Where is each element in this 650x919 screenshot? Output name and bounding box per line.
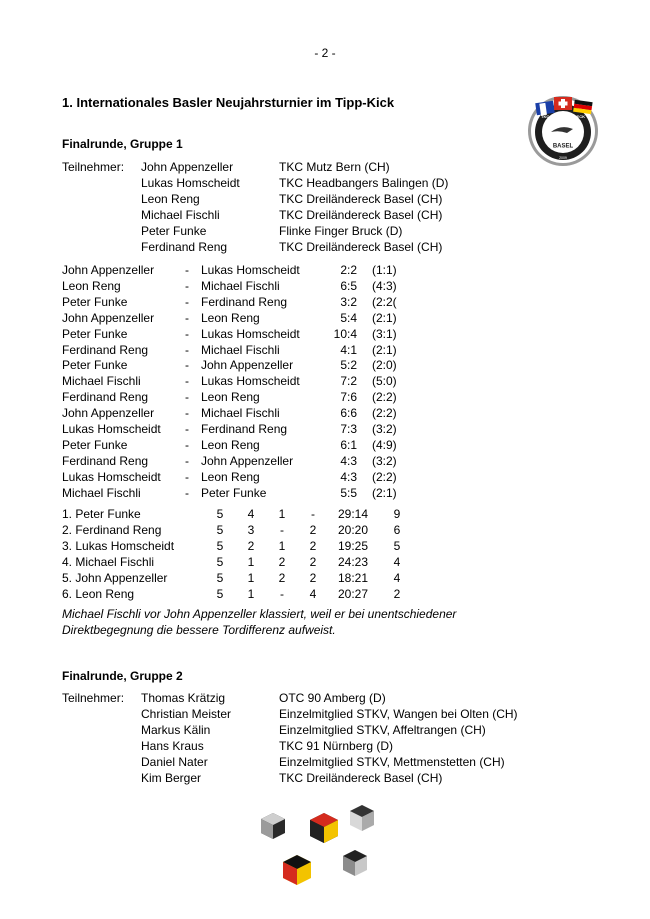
match-away-player: Leon Reng [201, 437, 260, 452]
match-halftime: (3:2) [372, 422, 397, 436]
match-away-player: Ferdinand Reng [201, 294, 288, 309]
match-score: 5:2 [340, 358, 357, 373]
match-halftime: (2:2) [372, 469, 397, 484]
match-home-player: John Appenzeller [62, 310, 155, 325]
match-score: 6:6 [340, 406, 357, 421]
participant-name: Michael Fischli [141, 208, 220, 222]
match-away-player: Ferdinand Reng [201, 422, 288, 436]
page-number: - 2 - [314, 46, 336, 60]
match-separator: - [185, 263, 189, 277]
standing-goals: 20:20 [337, 523, 368, 537]
participant-club: Einzelmitglied STKV, Wangen bei Olten (CH) [279, 707, 518, 721]
match-home-player: Peter Funke [62, 358, 128, 373]
group2-heading: Finalrunde, Gruppe 2 [62, 669, 183, 683]
standing-sp: 5 [216, 571, 224, 585]
participant-name: Christian Meister [141, 707, 232, 721]
match-away-player: Leon Reng [201, 469, 260, 484]
standing-pts: 5 [393, 539, 401, 553]
match-separator: - [185, 358, 189, 373]
match-home-player: Michael Fischli [62, 374, 141, 389]
standing-goals: 19:25 [337, 539, 368, 553]
match-separator: - [185, 342, 189, 357]
match-score: 4:1 [340, 342, 357, 357]
match-halftime: (2:2) [372, 406, 397, 421]
match-away-player: Leon Reng [201, 390, 260, 405]
standing-pts: 6 [393, 523, 401, 537]
standing-rank-name: 6. Leon Reng [62, 587, 135, 601]
participant-club: TKC Headbangers Balingen (D) [279, 176, 449, 190]
standing-w: 1 [247, 555, 255, 569]
match-halftime: (2:1) [372, 310, 397, 325]
standing-d: 1 [278, 507, 286, 521]
match-away-player: Michael Fischli [201, 278, 280, 293]
participant-club: TKC Dreiländereck Basel (CH) [279, 208, 443, 222]
match-home-player: Ferdinand Reng [62, 342, 149, 357]
match-score: 6:5 [340, 278, 357, 293]
match-home-player: Lukas Homscheidt [62, 422, 161, 436]
match-halftime: (1:1) [372, 263, 397, 277]
match-separator: - [185, 278, 189, 293]
standing-rank-name: 1. Peter Funke [62, 507, 141, 521]
match-score: 4:3 [340, 469, 357, 484]
match-away-player: Lukas Homscheidt [201, 326, 300, 341]
match-separator: - [185, 453, 189, 468]
standing-sp: 5 [216, 539, 224, 553]
standing-d: - [280, 587, 284, 601]
match-score: 6:1 [340, 437, 357, 452]
participant-name: Hans Kraus [141, 739, 204, 753]
standing-sp: 5 [216, 523, 224, 537]
standing-sp: 5 [216, 507, 224, 521]
match-score: 10:4 [333, 326, 357, 341]
standing-l: 2 [309, 555, 317, 569]
match-away-player: John Appenzeller [201, 358, 294, 373]
standing-goals: 24:23 [337, 555, 368, 569]
match-home-player: Peter Funke [62, 437, 128, 452]
logo-city-text: BASEL [552, 143, 574, 150]
standing-rank-name: 4. Michael Fischli [62, 555, 155, 569]
match-score: 7:6 [340, 390, 357, 405]
match-halftime: (2:2( [372, 294, 397, 309]
match-score: 5:4 [340, 310, 357, 325]
match-score: 7:3 [340, 422, 357, 436]
match-halftime: (5:0) [372, 374, 397, 389]
match-score: 4:3 [340, 453, 357, 468]
match-home-player: Michael Fischli [62, 485, 141, 500]
standing-rank-name: 3. Lukas Homscheidt [62, 539, 175, 553]
club-logo [526, 92, 600, 168]
match-home-player: John Appenzeller [62, 406, 155, 421]
match-home-player: Lukas Homscheidt [62, 469, 161, 484]
standing-l: 2 [309, 571, 317, 585]
standing-rank-name: 5. John Appenzeller [62, 571, 168, 585]
participant-name: Kim Berger [141, 771, 202, 785]
match-separator: - [185, 310, 189, 325]
participant-name: Thomas Krätzig [141, 691, 226, 705]
match-separator: - [185, 437, 189, 452]
standing-pts: 2 [393, 587, 401, 601]
match-separator: - [185, 374, 189, 389]
match-separator: - [185, 406, 189, 421]
standing-pts: 4 [393, 555, 401, 569]
match-away-player: Michael Fischli [201, 342, 280, 357]
participant-name: Daniel Nater [141, 755, 208, 769]
match-separator: - [185, 422, 189, 436]
match-halftime: (2:1) [372, 342, 397, 357]
participant-name: Markus Kälin [141, 723, 211, 737]
logo-year-text: 2009 [559, 156, 567, 160]
standing-d: 2 [278, 555, 286, 569]
participant-club: Einzelmitglied STKV, Mettmenstetten (CH) [279, 755, 505, 769]
match-halftime: (3:2) [372, 453, 397, 468]
match-separator: - [185, 390, 189, 405]
participant-club: TKC Dreiländereck Basel (CH) [279, 240, 443, 254]
match-halftime: (4:3) [372, 278, 397, 293]
standing-rank-name: 2. Ferdinand Reng [62, 523, 162, 537]
match-home-player: Peter Funke [62, 294, 128, 309]
match-separator: - [185, 294, 189, 309]
participant-club: TKC 91 Nürnberg (D) [279, 739, 394, 753]
match-away-player: Michael Fischli [201, 406, 280, 421]
standing-w: 2 [247, 539, 255, 553]
participant-name: Lukas Homscheidt [141, 176, 240, 190]
match-halftime: (2:1) [372, 485, 397, 500]
match-separator: - [185, 485, 189, 500]
match-away-player: John Appenzeller [201, 453, 294, 468]
match-separator: - [185, 326, 189, 341]
participant-club: TKC Dreiländereck Basel (CH) [279, 192, 443, 206]
group2-participants-label: Teilnehmer: [62, 691, 125, 705]
tipp-kick-dice-icon [255, 805, 385, 900]
participant-name: John Appenzeller [141, 160, 234, 174]
standing-d: 1 [278, 539, 286, 553]
participant-club: TKC Dreiländereck Basel (CH) [279, 771, 443, 785]
standing-d: 2 [278, 571, 286, 585]
match-separator: - [185, 469, 189, 484]
standing-w: 1 [247, 587, 255, 601]
match-halftime: (4:9) [372, 437, 397, 452]
standing-sp: 5 [216, 587, 224, 601]
participant-club: Flinke Finger Bruck (D) [279, 224, 403, 238]
participant-name: Peter Funke [141, 224, 207, 238]
standing-l: - [311, 507, 315, 521]
match-away-player: Lukas Homscheidt [201, 263, 300, 277]
standing-w: 4 [247, 507, 255, 521]
document-title: 1. Internationales Basler Neujahrsturnier im Tipp-Kick [62, 95, 395, 110]
match-home-player: Ferdinand Reng [62, 453, 149, 468]
match-score: 7:2 [340, 374, 357, 389]
match-away-player: Leon Reng [201, 310, 260, 325]
standing-l: 4 [309, 587, 317, 601]
standing-l: 2 [309, 539, 317, 553]
participant-name: Ferdinand Reng [141, 240, 228, 254]
match-score: 3:2 [340, 294, 357, 309]
match-away-player: Lukas Homscheidt [201, 374, 300, 389]
match-halftime: (2:0) [372, 358, 397, 373]
match-home-player: Leon Reng [62, 278, 121, 293]
standing-pts: 9 [393, 507, 401, 521]
participant-name: Leon Reng [141, 192, 200, 206]
group1-participants-label: Teilnehmer: [62, 160, 125, 174]
group1-heading: Finalrunde, Gruppe 1 [62, 137, 183, 151]
group1-note: Michael Fischli vor John Appenzeller klassiert, weil er bei unentschiedener Direktbegegnung die bessere Tordifferenz aufweist. [62, 607, 457, 637]
match-score: 5:5 [340, 485, 357, 500]
standing-goals: 18:21 [337, 571, 368, 585]
match-home-player: Peter Funke [62, 326, 128, 341]
standing-l: 2 [309, 523, 317, 537]
match-home-player: John Appenzeller [62, 263, 155, 277]
standing-sp: 5 [216, 555, 224, 569]
standing-d: - [280, 523, 284, 537]
participant-club: OTC 90 Amberg (D) [279, 691, 386, 705]
standing-w: 3 [247, 523, 255, 537]
match-halftime: (3:1) [372, 326, 397, 341]
match-home-player: Ferdinand Reng [62, 390, 149, 405]
participant-club: TKC Mutz Bern (CH) [279, 160, 390, 174]
match-score: 2:2 [340, 263, 357, 277]
logo-ring-text: TKC DREILÄNDERECK [541, 114, 585, 119]
match-away-player: Peter Funke [201, 485, 267, 500]
standing-pts: 4 [393, 571, 401, 585]
match-halftime: (2:2) [372, 390, 397, 405]
standing-goals: 29:14 [337, 507, 368, 521]
participant-club: Einzelmitglied STKV, Affeltrangen (CH) [279, 723, 486, 737]
standing-goals: 20:27 [337, 587, 368, 601]
standing-w: 1 [247, 571, 255, 585]
